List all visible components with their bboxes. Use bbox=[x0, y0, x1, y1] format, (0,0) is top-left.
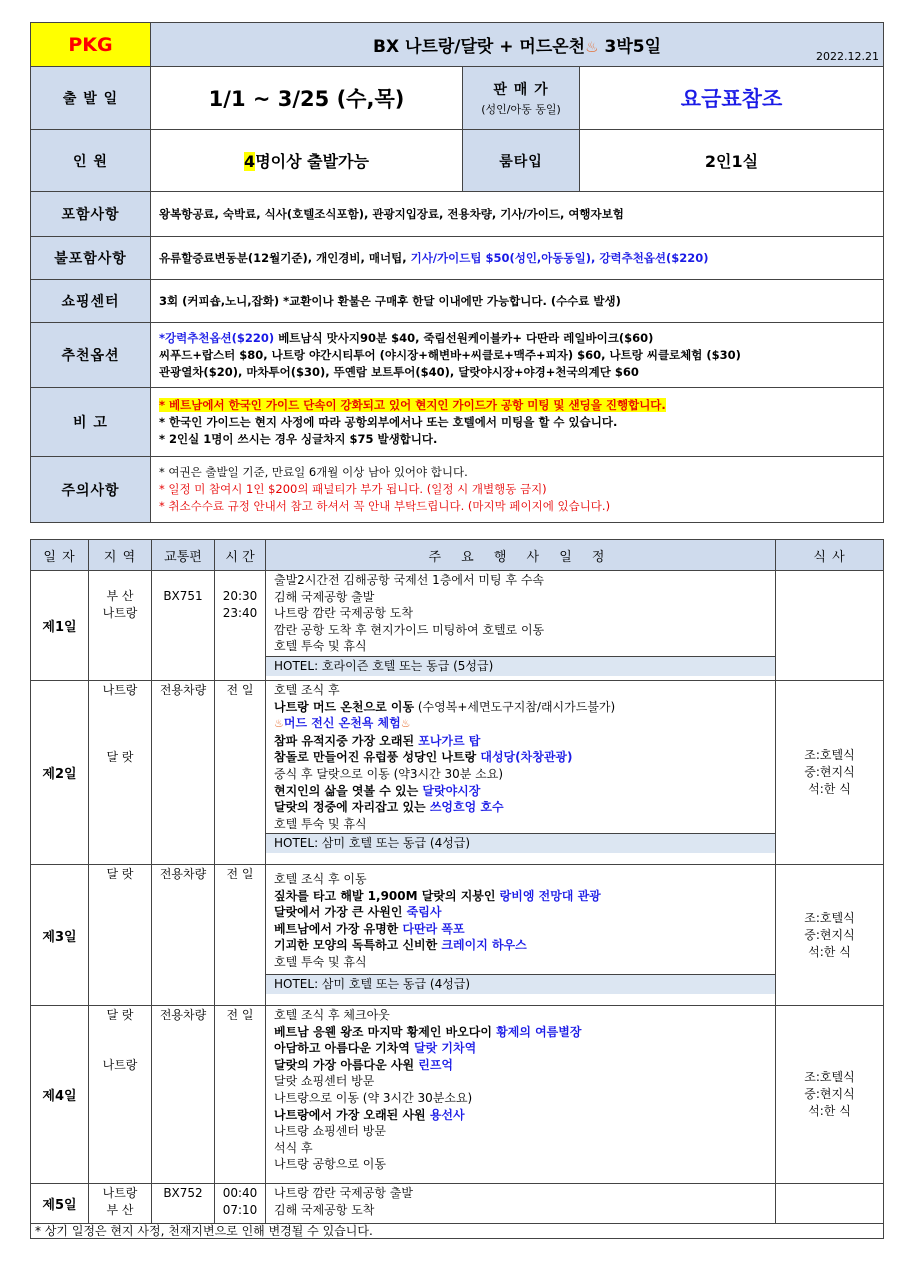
day3-s2b: 랑비엥 전망대 관광 bbox=[499, 888, 601, 903]
day2-region bbox=[89, 681, 152, 865]
caution-cell bbox=[151, 457, 884, 523]
day3-meal-3: 석:한 식 bbox=[808, 944, 851, 959]
day2-s4b: 포나가르 탑 bbox=[418, 733, 481, 748]
day2-s4a: 참파 유적지중 가장 오래된 bbox=[274, 733, 419, 748]
day2-s5 bbox=[274, 749, 767, 766]
day3-time: 전 일 bbox=[215, 865, 266, 1006]
day4-s7b: 용선사 bbox=[429, 1107, 465, 1122]
day4-schedule bbox=[266, 1006, 776, 1184]
day3-s5a: 기괴한 모양의 독특하고 신비한 bbox=[274, 938, 442, 953]
day1-region-1: 부 산 bbox=[106, 589, 134, 603]
departure-value: 1/1 ~ 3/25 (수,목) bbox=[151, 67, 463, 130]
day5-region bbox=[89, 1184, 152, 1224]
people-value: 명이상 출발가능 bbox=[255, 152, 369, 171]
day3-s4 bbox=[274, 921, 767, 938]
day4-s3b: 달랏 기차역 bbox=[414, 1041, 477, 1056]
remark-1: * 베트남에서 한국인 가이드 단속이 강화되고 있어 현지인 가이드가 공항 미팅 및 샌딩을 진행합니다. bbox=[159, 397, 666, 412]
caution-3: * 취소수수료 규정 안내서 참고 하셔서 꼭 안내 부탁드립니다. (마지막 페이지에 있습니다.) bbox=[159, 499, 611, 513]
day2-s9: 호텔 투숙 및 휴식 bbox=[274, 816, 367, 831]
day2-s5b: 대성당(차창관광) bbox=[480, 750, 573, 765]
exclude-a: 유류할증료변동분(12월기준), 개인경비, 매너팁, bbox=[159, 250, 411, 265]
day4-time: 전 일 bbox=[215, 1006, 266, 1184]
day4-region-2: 나트랑 bbox=[102, 1057, 138, 1072]
header-region: 지 역 bbox=[89, 540, 152, 571]
day2-s7a: 현지인의 삶을 엿볼 수 있는 bbox=[274, 783, 423, 798]
day2-meal-1: 조:호텔식 bbox=[804, 748, 855, 762]
remark-cell bbox=[151, 388, 884, 457]
day2-hotel: HOTEL: 삼미 호텔 또는 동급 (4성급) bbox=[266, 833, 775, 853]
day3-s3a: 달랏에서 가장 큰 사원인 bbox=[274, 905, 407, 920]
caution-label: 주의사항 bbox=[31, 457, 151, 523]
day2-label: 제2일 bbox=[31, 681, 89, 865]
day1-s3: 나트랑 깜란 국제공항 도착 bbox=[274, 606, 413, 621]
day2-s2a: 나트랑 머드 온천으로 이동 bbox=[274, 699, 415, 714]
title-suffix: 3박5일 bbox=[604, 37, 661, 57]
header-schedule: 주 요 행 사 일 정 bbox=[266, 540, 776, 571]
price-label-cell bbox=[463, 67, 580, 130]
day2-s8b: 쓰엉흐엉 호수 bbox=[429, 800, 504, 815]
day2-s7 bbox=[274, 783, 767, 800]
day4-s2a: 베트남 응웬 왕조 마지막 황제인 바오다이 bbox=[274, 1024, 497, 1039]
header-day: 일 자 bbox=[31, 540, 89, 571]
day5-region-2: 부 산 bbox=[106, 1202, 134, 1217]
day5-label: 제5일 bbox=[31, 1184, 89, 1224]
day5-schedule bbox=[266, 1184, 776, 1224]
footnote-row bbox=[31, 1224, 884, 1239]
header-time: 시 간 bbox=[215, 540, 266, 571]
caution-1: * 여권은 출발일 기준, 만료일 6개월 이상 남아 있어야 합니다. bbox=[159, 465, 468, 479]
day4-region-1: 달 랏 bbox=[106, 1008, 134, 1022]
day2-s4 bbox=[274, 733, 767, 750]
day2-s2b: (수영복+세면도구지참/래시가드불가) bbox=[414, 699, 616, 714]
day1-transport: BX751 bbox=[152, 571, 215, 681]
title-text: BX 나트랑/달랏 + 머드온천 bbox=[373, 37, 586, 57]
day4-meal bbox=[776, 1006, 884, 1184]
day4-s9: 석식 후 bbox=[274, 1140, 313, 1155]
issue-date: 2022.12.21 bbox=[816, 50, 880, 63]
exclude-b: 기사/가이드팁 $50(성인,아동동일), 강력추천옵션($220) bbox=[410, 250, 709, 265]
day3-s1: 호텔 조식 후 이동 bbox=[274, 872, 367, 886]
day1-time bbox=[215, 571, 266, 681]
day2-s8a: 달랏의 정중에 자리잡고 있는 bbox=[274, 800, 430, 815]
include-label: 포함사항 bbox=[31, 192, 151, 237]
package-title bbox=[151, 23, 884, 67]
day2-region-2: 달 랏 bbox=[106, 749, 134, 764]
day1-label: 제1일 bbox=[31, 571, 89, 681]
day4-s10: 나트랑 공항으로 이동 bbox=[274, 1157, 386, 1172]
hot-spring-icon: ♨ bbox=[274, 717, 284, 731]
day4-s7 bbox=[274, 1107, 767, 1124]
day3-region: 달 랏 bbox=[89, 865, 152, 1006]
day3-s4a: 베트남에서 가장 유명한 bbox=[274, 921, 403, 936]
day1-time-1: 20:30 bbox=[222, 589, 258, 603]
option-d: 관광열차($20), 마차투어($30), 뚜옌람 보트투어($40), 달랏야시장+야경+천국의계단 $60 bbox=[159, 364, 639, 379]
day2-s5a: 참돌로 만들어진 유럽풍 성당인 나트랑 bbox=[274, 750, 481, 765]
day4-s2 bbox=[274, 1024, 767, 1041]
day4-row bbox=[31, 1006, 884, 1184]
remark-label: 비 고 bbox=[31, 388, 151, 457]
room-label: 룸타입 bbox=[463, 130, 580, 192]
day2-transport: 전용차량 bbox=[152, 681, 215, 865]
day3-schedule bbox=[266, 865, 776, 1006]
package-info-table bbox=[30, 22, 884, 523]
day3-meal bbox=[776, 865, 884, 1006]
day4-s6: 나트랑으로 이동 (약 3시간 30분소요) bbox=[274, 1090, 473, 1105]
day4-meal-2: 중:현지식 bbox=[804, 1087, 855, 1101]
day3-s2 bbox=[274, 888, 767, 905]
day2-s3 bbox=[274, 715, 767, 733]
day1-time-2: 23:40 bbox=[222, 605, 258, 620]
day1-row bbox=[31, 571, 884, 681]
day3-s5 bbox=[274, 937, 767, 954]
day2-row bbox=[31, 681, 884, 865]
day5-s1: 나트랑 깜란 국제공항 출발 bbox=[274, 1186, 413, 1200]
day4-s3 bbox=[274, 1040, 767, 1057]
day3-meal-2: 중:현지식 bbox=[804, 927, 855, 942]
option-b: 베트남식 맛사지90분 $40, 죽림선원케이블카+ 다딴라 레일바이크($60) bbox=[274, 330, 654, 345]
day5-time-1: 00:40 bbox=[222, 1186, 258, 1200]
day2-s7b: 달랏야시장 bbox=[422, 783, 481, 798]
day1-meal bbox=[776, 571, 884, 681]
shop-label: 쇼핑센터 bbox=[31, 280, 151, 323]
hot-spring-icon: ♨ bbox=[400, 717, 411, 731]
caution-2: * 일정 미 참여시 1인 $200의 패널티가 부가 됩니다. (일정 시 개별행동 금지) bbox=[159, 482, 547, 496]
day5-time-2: 07:10 bbox=[222, 1202, 258, 1217]
option-cell bbox=[151, 323, 884, 388]
itinerary-table bbox=[30, 539, 884, 1239]
day3-meal-1: 조:호텔식 bbox=[804, 910, 855, 925]
day2-s6: 중식 후 달랏으로 이동 (약3시간 30분 소요) bbox=[274, 766, 504, 781]
day4-meal-1: 조:호텔식 bbox=[804, 1070, 855, 1084]
day3-label: 제3일 bbox=[31, 865, 89, 1006]
day5-transport: BX752 bbox=[152, 1184, 215, 1224]
day5-region-1: 나트랑 bbox=[102, 1186, 138, 1200]
day3-row bbox=[31, 865, 884, 1006]
departure-label: 출 발 일 bbox=[31, 67, 151, 130]
day1-s2: 김해 국제공항 출발 bbox=[274, 589, 375, 604]
day1-schedule bbox=[266, 571, 776, 681]
day4-s4 bbox=[274, 1057, 767, 1074]
day2-s2 bbox=[274, 699, 767, 716]
people-num: 4 bbox=[244, 152, 256, 171]
day4-s4a: 달랏의 가장 아름다운 사원 bbox=[274, 1057, 419, 1072]
itinerary-footnote: * 상기 일정은 현지 사정, 천재지변으로 인해 변경될 수 있습니다. bbox=[31, 1224, 884, 1239]
people-cell bbox=[151, 130, 463, 192]
price-label: 판 매 가 bbox=[493, 82, 549, 98]
day5-time bbox=[215, 1184, 266, 1224]
option-a: *강력추천옵션($220) bbox=[159, 330, 275, 345]
hot-spring-icon: ♨ bbox=[585, 38, 599, 56]
day4-region bbox=[89, 1006, 152, 1184]
day3-s3b: 죽림사 bbox=[406, 905, 442, 920]
day1-region bbox=[89, 571, 152, 681]
day3-transport: 전용차량 bbox=[152, 865, 215, 1006]
shop-value: 3회 (커피숍,노니,잡화) *교환이나 환불은 구매후 한달 이내에만 가능합니다. (수수료 발생) bbox=[151, 280, 884, 323]
document bbox=[30, 22, 883, 1239]
day2-s3-text: 머드 전신 온천욕 체험 bbox=[283, 716, 401, 731]
day5-meal bbox=[776, 1184, 884, 1224]
itinerary-header-row bbox=[31, 540, 884, 571]
day2-time: 전 일 bbox=[215, 681, 266, 865]
day3-s3 bbox=[274, 904, 767, 921]
people-label: 인 원 bbox=[31, 130, 151, 192]
option-label: 추천옵션 bbox=[31, 323, 151, 388]
day4-meal-3: 석:한 식 bbox=[808, 1104, 851, 1118]
day4-transport: 전용차량 bbox=[152, 1006, 215, 1184]
include-value: 왕복항공료, 숙박료, 식사(호텔조식포함), 관광지입장료, 전용차량, 기사/가이드, 여행자보험 bbox=[151, 192, 884, 237]
day2-schedule bbox=[266, 681, 776, 865]
exclude-cell bbox=[151, 237, 884, 280]
day2-meal-2: 중:현지식 bbox=[804, 765, 855, 779]
option-c: 씨푸드+랍스터 $80, 나트랑 야간시티투어 (야시장+해변바+씨클로+맥주+피자) $60, 나트랑 씨클로체험 ($30) bbox=[159, 347, 741, 362]
remark-3: * 2인실 1명이 쓰시는 경우 싱글차지 $75 발생합니다. bbox=[159, 431, 438, 446]
day5-s2: 김해 국제공항 도착 bbox=[274, 1202, 375, 1217]
day4-s4b: 린프억 bbox=[418, 1057, 454, 1072]
pkg-badge: PKG bbox=[31, 23, 151, 67]
remark-2: * 한국인 가이드는 현지 사정에 따라 공항외부에서나 또는 호텔에서 미팅을 할 수 있습니다. bbox=[159, 414, 618, 429]
day4-s1: 호텔 조식 후 체크아웃 bbox=[274, 1008, 390, 1022]
day3-hotel: HOTEL: 삼미 호텔 또는 동급 (4성급) bbox=[266, 974, 775, 994]
day3-s5b: 크레이지 하우스 bbox=[441, 938, 527, 953]
day4-s7a: 나트랑에서 가장 오래된 사원 bbox=[274, 1107, 430, 1122]
day4-s3a: 아담하고 아름다운 기차역 bbox=[274, 1041, 415, 1056]
price-sub: (성인/아동 동일) bbox=[481, 103, 561, 116]
day1-s1: 출발2시간전 김해공항 국제선 1층에서 미팅 후 수속 bbox=[274, 573, 544, 587]
exclude-label: 불포함사항 bbox=[31, 237, 151, 280]
day4-label: 제4일 bbox=[31, 1006, 89, 1184]
day3-s6: 호텔 투숙 및 휴식 bbox=[274, 954, 367, 969]
day1-s4: 깜란 공항 도착 후 현지가이드 미팅하여 호텔로 이동 bbox=[274, 622, 545, 637]
header-meal: 식 사 bbox=[776, 540, 884, 571]
day2-meal bbox=[776, 681, 884, 865]
day2-meal-3: 석:한 식 bbox=[808, 782, 851, 796]
day3-s4b: 다딴라 폭포 bbox=[402, 921, 465, 936]
day2-s8 bbox=[274, 799, 767, 816]
price-value: 요금표참조 bbox=[580, 67, 884, 130]
day1-s5: 호텔 투숙 및 휴식 bbox=[274, 639, 367, 654]
day1-region-2: 나트랑 bbox=[102, 605, 138, 620]
header-transport: 교통편 bbox=[152, 540, 215, 571]
day3-s2a: 짚차를 타고 해발 1,900M 달랏의 지붕인 bbox=[274, 888, 500, 903]
room-value: 2인1실 bbox=[580, 130, 884, 192]
day4-s8: 나트랑 쇼핑센터 방문 bbox=[274, 1124, 386, 1139]
day2-s1: 호텔 조식 후 bbox=[274, 683, 340, 697]
day5-row bbox=[31, 1184, 884, 1224]
day2-region-1: 나트랑 bbox=[102, 683, 138, 697]
day4-s5: 달랏 쇼핑센터 방문 bbox=[274, 1074, 375, 1089]
day1-hotel: HOTEL: 호라이즌 호텔 또는 동급 (5성급) bbox=[266, 656, 775, 676]
day4-s2b: 황제의 여름별장 bbox=[496, 1024, 582, 1039]
